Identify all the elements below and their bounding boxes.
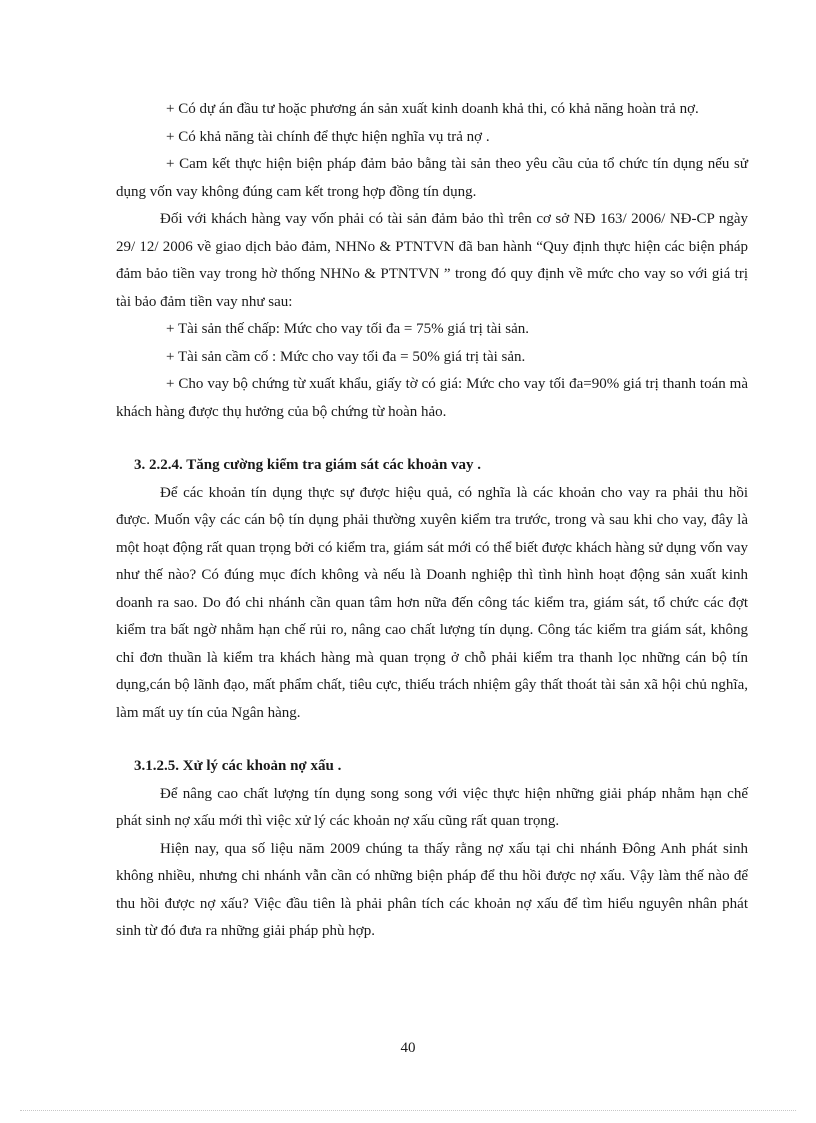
bullet-mortgage: + Tài sản thế chấp: Mức cho vay tối đa = 75% giá trị tài sản. <box>166 321 530 337</box>
paragraph-collateral-regulation: Đối với khách hàng vay vốn phải có tài sản đảm bảo thì trên cơ sở NĐ 163/ 2006/ NĐ-CP ngày 29/ 12/ 2006 về giao dịch bảo đảm, NHNo & PTNTVN đã ban hành “Quy định thực hiện các biện pháp đảm bảo tiền vay trong hờ thống NHNo & PTNTVN ” trong đó quy định về mức cho vay so với giá trị tài bảo đảm tiền vay như sau: <box>116 211 748 310</box>
page-number: 40 <box>400 1040 416 1056</box>
paragraph-loan-monitoring: Để các khoản tín dụng thực sự được hiệu quả, có nghĩa là các khoản cho vay ra phải thu hồi được. Muốn vậy các cán bộ tín dụng phải thường xuyên kiểm tra trước, trong và sau khi cho vay, đây là một hoạt động rất quan trọng bởi có kiểm tra, giám sát mới có thể biết được khách hàng sử dụng vốn vay như thế nào? Có đúng mục đích không và nếu là Doanh nghiệp thì tình hình hoạt động sản xuất kinh doanh ra sao. Do đó chi nhánh cần quan tâm hơn nữa đến công tác kiểm tra, giám sát, tổ chức các đợt kiểm tra bất ngờ nhằm hạn chế rủi ro, nâng cao chất lượng tín dụng. Công tác kiểm tra giám sát, không chỉ đơn thuần là kiểm tra khách hàng mà quan trọng ở chỗ phải kiểm tra thanh lọc những cán bộ tín dụng,cán bộ lãnh đạo, mất phẩm chất, tiêu cực, thiếu trách nhiệm gây thất thoát tài sản xã hội chủ nghĩa, làm mất uy tín của Ngân hàng. <box>116 484 748 721</box>
bullet-export-documents: + Cho vay bộ chứng từ xuất khẩu, giấy tờ có giá: Mức cho vay tối đa=90% giá trị thanh toán mà khách hàng được thụ hưởng của bộ chứng từ hoàn hảo. <box>116 376 748 420</box>
bullet-collateral-commitment: + Cam kết thực hiện biện pháp đảm bảo bằng tài sản theo yêu cầu của tổ chức tín dụng nếu sử dụng vốn vay không đúng cam kết trong hợp đồng tín dụng. <box>116 156 748 200</box>
section-heading-loan-monitoring: 3. 2.2.4. Tăng cường kiểm tra giám sát các khoản vay . <box>134 457 482 473</box>
bullet-feasible-project: + Có dự án đầu tư hoặc phương án sản xuất kinh doanh khả thi, có khả năng hoàn trả nợ. <box>166 101 699 117</box>
paragraph-bad-debt-2: Hiện nay, qua số liệu năm 2009 chúng ta thấy rằng nợ xấu tại chi nhánh Đông Anh phát sinh không nhiều, nhưng chi nhánh vẫn cần có những biện pháp để thu hồi được nợ xấu. Vậy làm thế nào để thu hồi được nợ xấu? Việc đầu tiên là phải phân tích các khoản nợ xấu để tìm hiểu nguyên nhân phát sinh từ đó đưa ra những giải pháp phù hợp. <box>116 840 748 939</box>
bullet-financial-capacity: + Có khả năng tài chính để thực hiện nghĩa vụ trả nợ . <box>166 128 490 145</box>
page-bottom-divider <box>20 1110 796 1111</box>
page-content <box>116 96 748 946</box>
paragraph-bad-debt-1: Để nâng cao chất lượng tín dụng song song với việc thực hiện những giải pháp nhằm hạn chế phát sinh nợ xấu mới thì việc xử lý các khoản nợ xấu cũng rất quan trọng. <box>116 785 748 829</box>
section-heading-bad-debt: 3.1.2.5. Xử lý các khoản nợ xấu . <box>134 758 342 774</box>
bullet-pledge: + Tài sản cầm cố : Mức cho vay tối đa = 50% giá trị tài sản. <box>166 348 526 365</box>
